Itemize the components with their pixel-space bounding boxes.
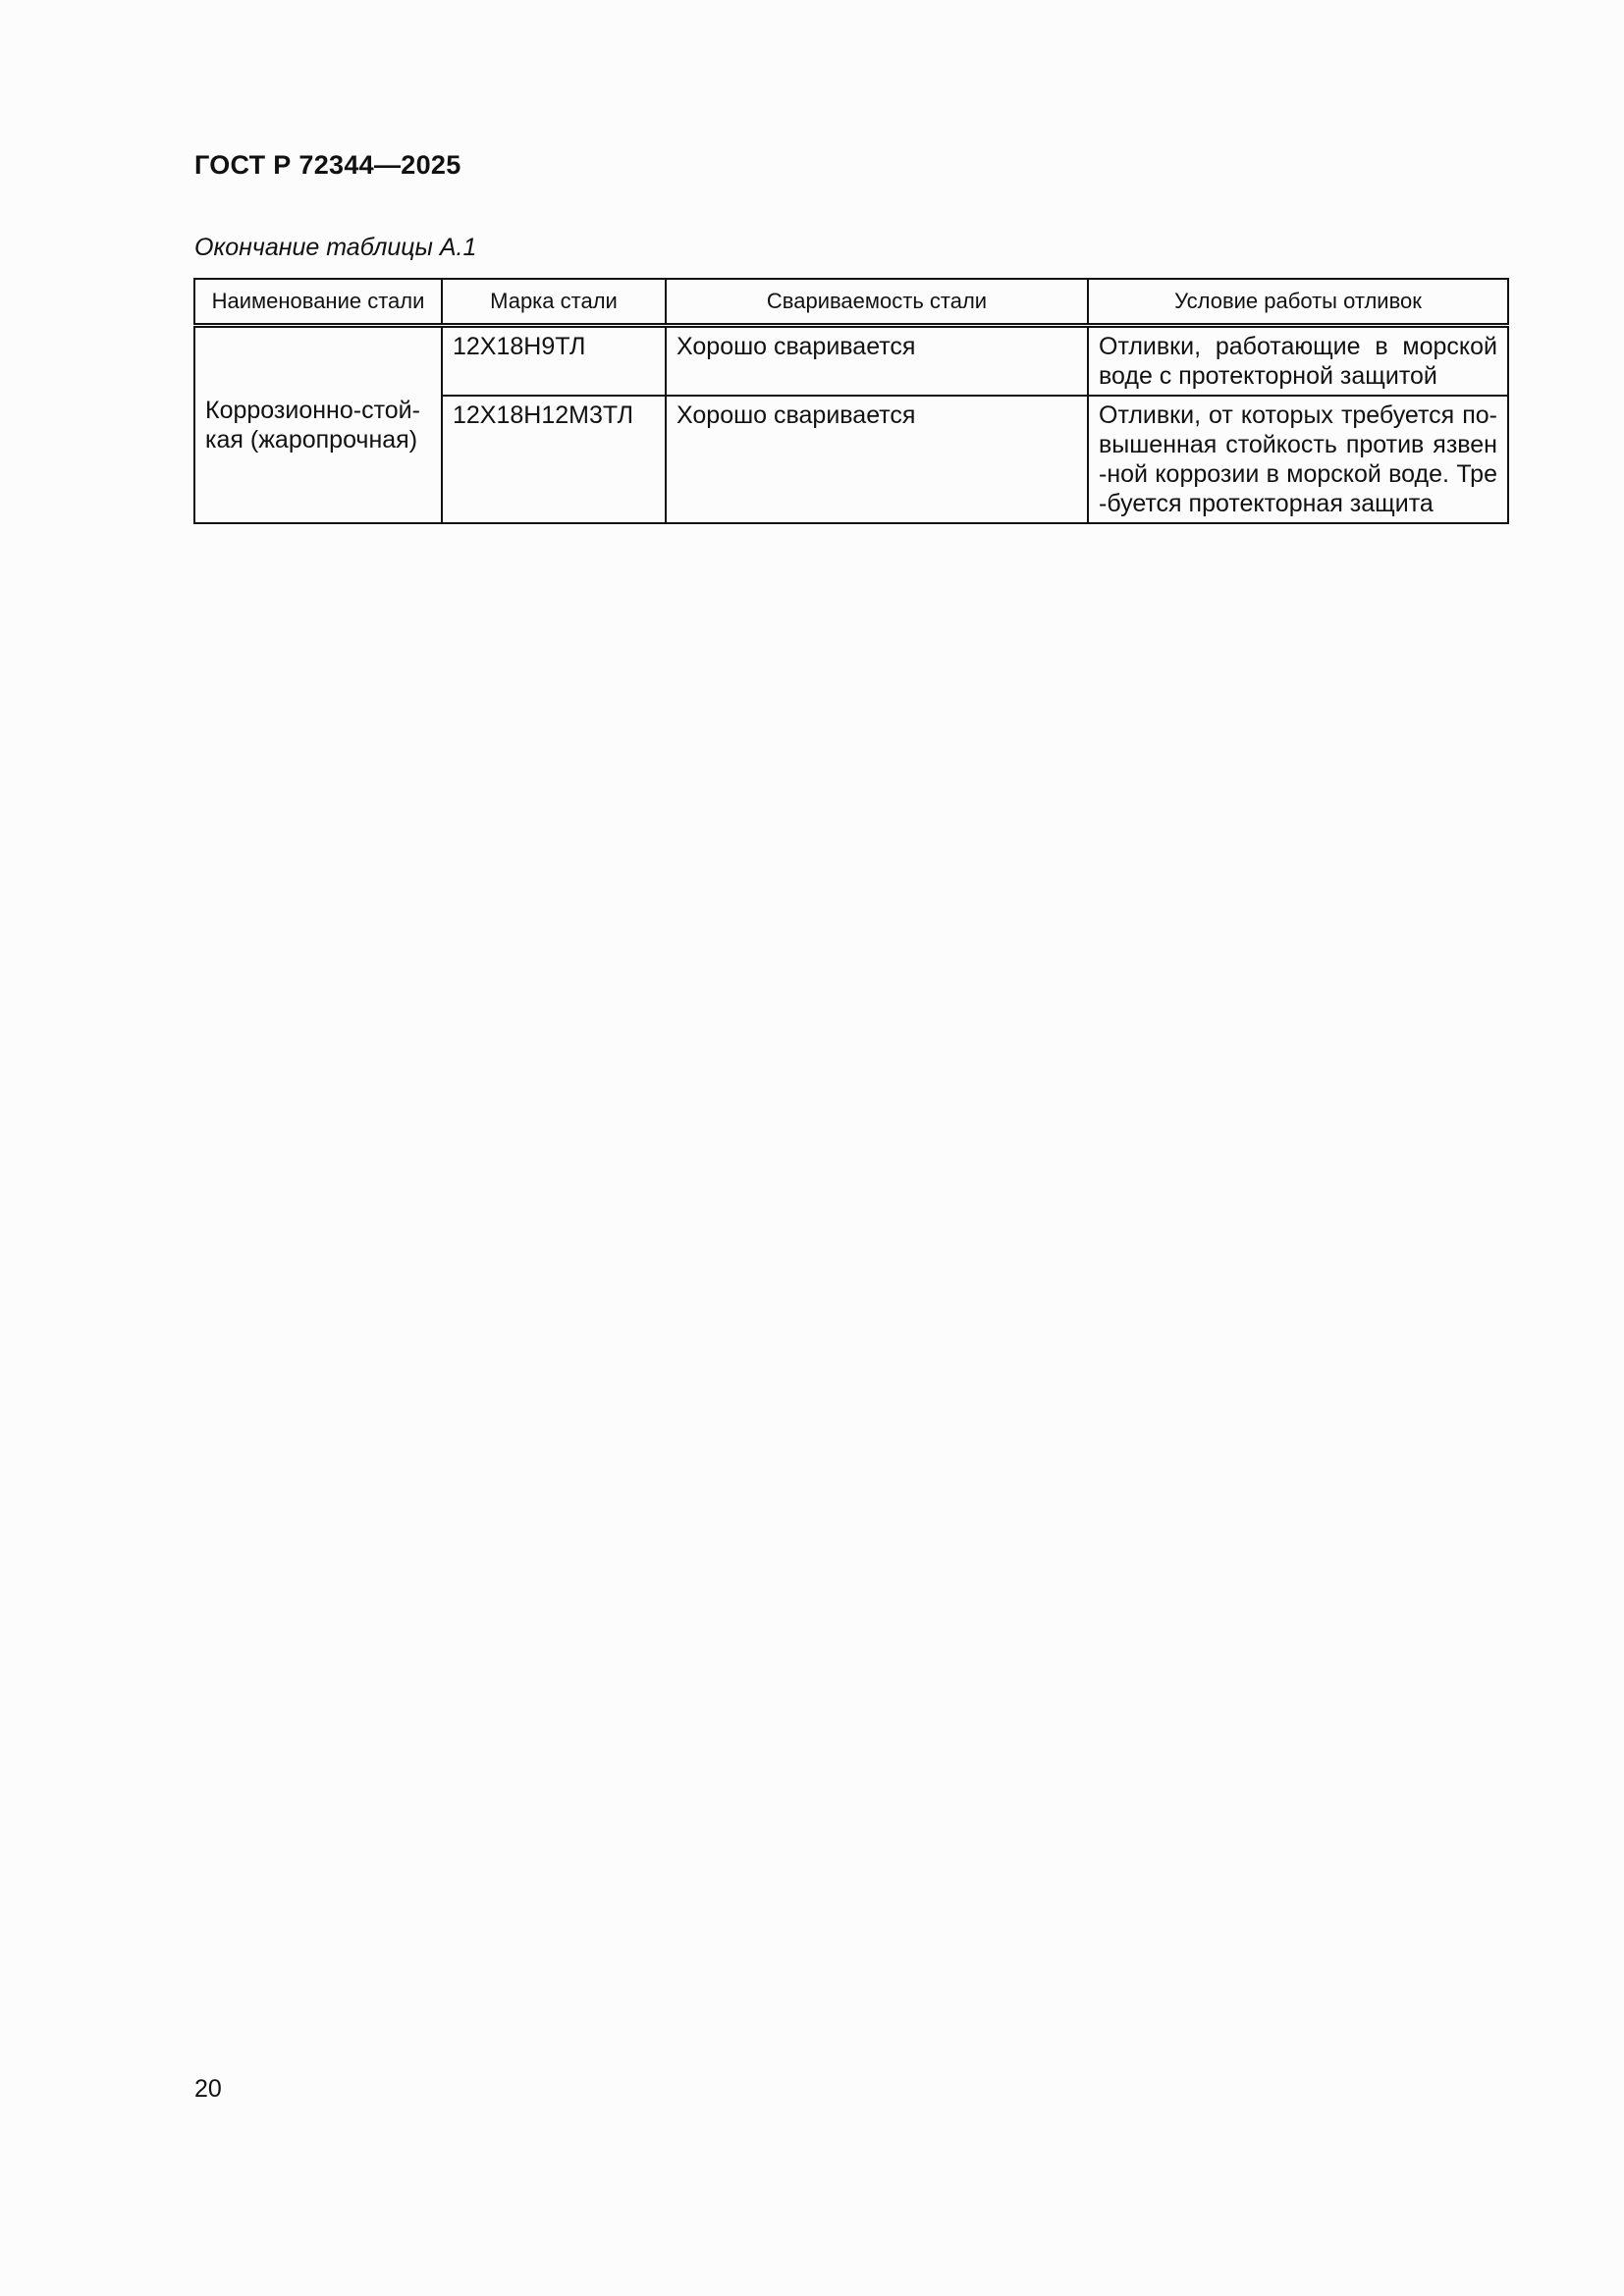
document-header: ГОСТ Р 72344—2025 bbox=[194, 150, 461, 180]
page-number: 20 bbox=[194, 2075, 222, 2103]
weldability-cell: Хорошо сваривается bbox=[666, 396, 1088, 523]
column-header-steel-grade: Марка стали bbox=[442, 279, 666, 326]
table-row bbox=[194, 326, 1508, 397]
table-caption: Окончание таблицы А.1 bbox=[194, 234, 477, 261]
column-header-weldability: Свариваемость стали bbox=[666, 279, 1088, 326]
column-header-steel-name: Наименование стали bbox=[194, 279, 442, 326]
steel-grade-cell: 12Х18Н9ТЛ bbox=[442, 326, 666, 397]
weldability-cell: Хорошо сваривается bbox=[666, 326, 1088, 397]
steel-grade-cell: 12Х18Н12М3ТЛ bbox=[442, 396, 666, 523]
steel-table bbox=[193, 278, 1509, 524]
steel-name-text: Коррозионно-стой-кая (жаропрочная) bbox=[205, 397, 420, 454]
table-header-row bbox=[194, 279, 1508, 326]
casting-conditions-cell: Отливки, работающие в морской воде с протекторной защитой bbox=[1088, 326, 1508, 397]
steel-name-cell bbox=[194, 326, 442, 524]
casting-conditions-cell: Отливки, от которых требуется по-вышенная стойкость против язвен-ной коррозии в морской воде. Тре-буется протекторная защита bbox=[1088, 396, 1508, 523]
column-header-casting-conditions: Условие работы отливок bbox=[1088, 279, 1508, 326]
